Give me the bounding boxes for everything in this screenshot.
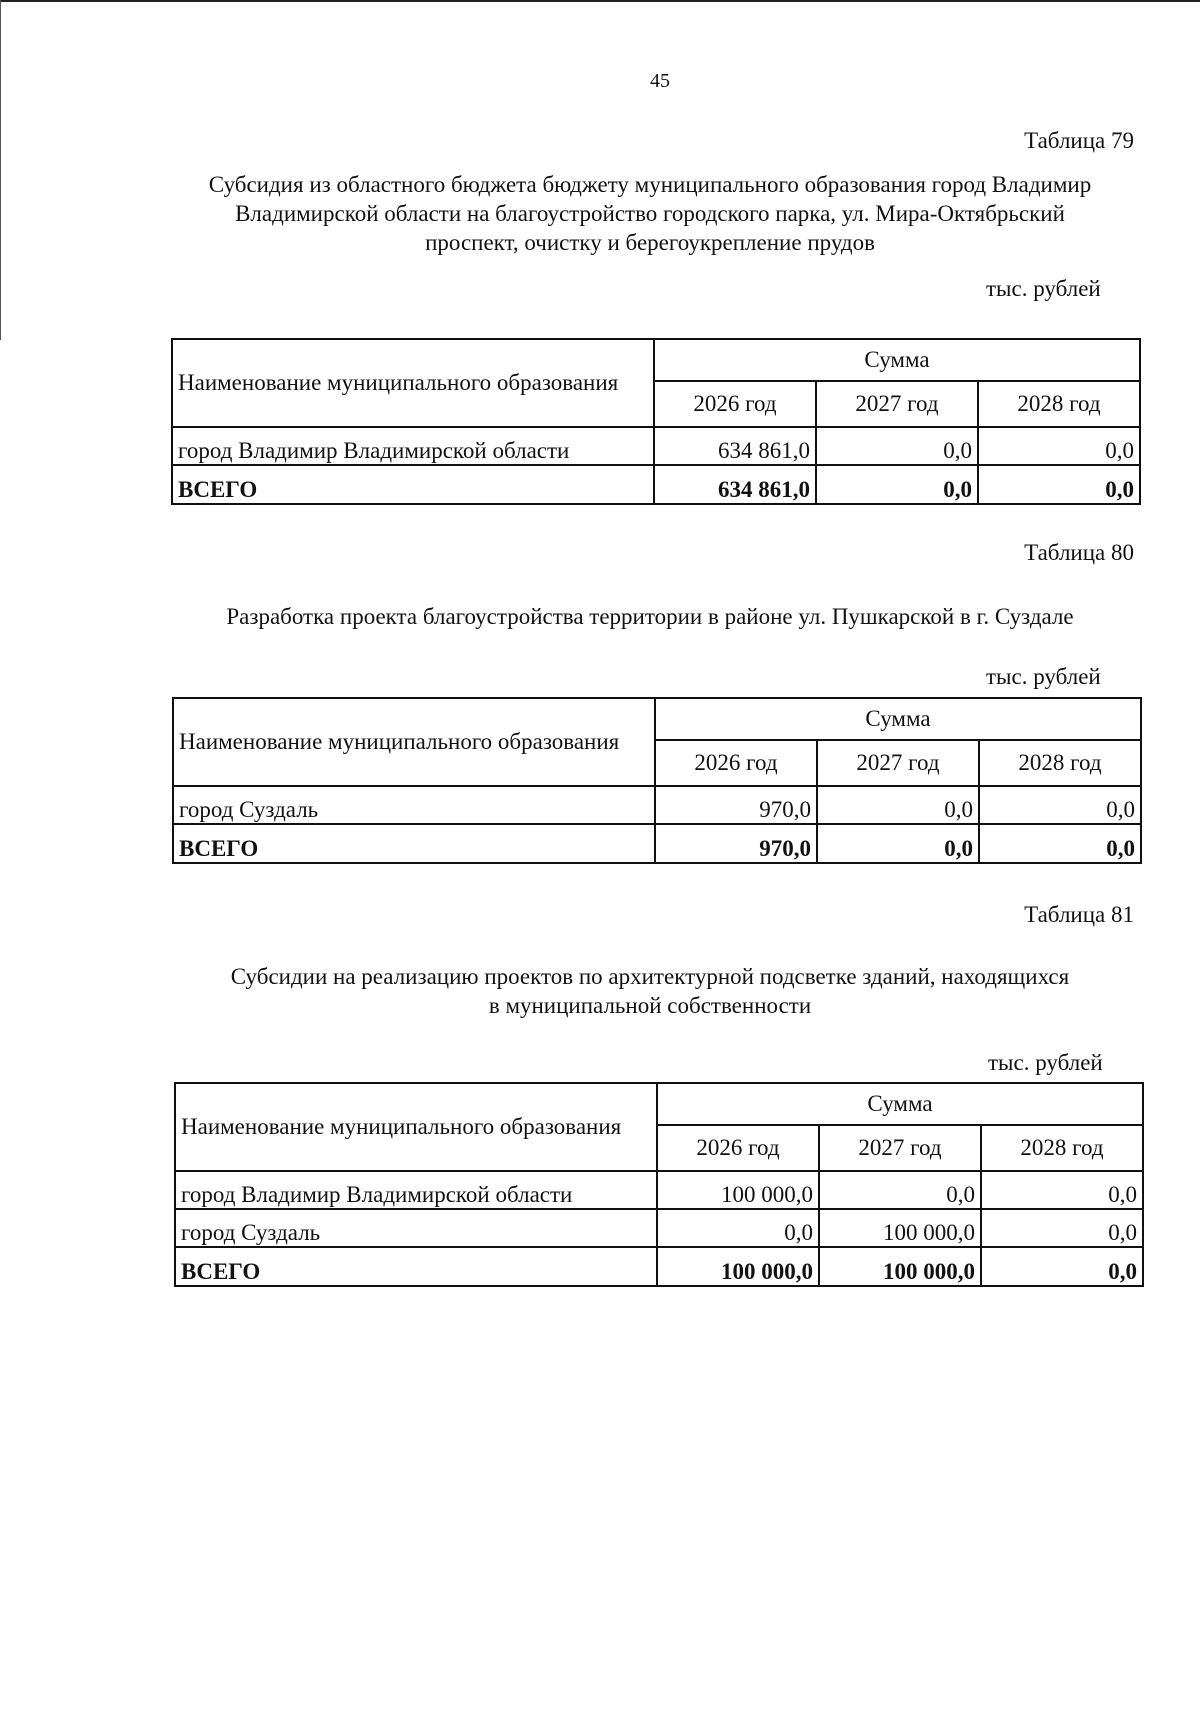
total-row (173, 824, 1141, 863)
table-row (173, 786, 1141, 824)
units-label: тыс. рублей (986, 664, 1101, 689)
table-row (175, 1171, 1143, 1209)
title-line: проспект, очистку и берегоукрепление прудов (425, 230, 875, 255)
table-title-81 (150, 962, 1150, 1020)
total-value: 0,0 (979, 824, 1141, 863)
table-label-80: Таблица 80 (1024, 540, 1134, 565)
units-label: тыс. рублей (988, 1050, 1103, 1075)
row-value: 0,0 (981, 1209, 1143, 1247)
header-year: 2028 год (978, 381, 1140, 427)
total-value: 0,0 (981, 1247, 1143, 1286)
header-name: Наименование муниципального образования (172, 339, 654, 427)
title-line: Владимирской области на благоустройство городского парка, ул. Мира-Октябрьский (235, 201, 1065, 226)
row-value: 100 000,0 (819, 1209, 981, 1247)
total-value: 0,0 (816, 465, 978, 504)
row-value: 970,0 (655, 786, 817, 824)
total-value: 100 000,0 (819, 1247, 981, 1286)
header-year: 2028 год (981, 1125, 1143, 1171)
budget-table-80 (172, 697, 1142, 864)
total-row (172, 465, 1140, 504)
page-number: 45 (650, 70, 670, 92)
row-value: 634 861,0 (654, 427, 816, 465)
total-label: ВСЕГО (172, 465, 654, 504)
row-value: 0,0 (981, 1171, 1143, 1209)
total-value: 0,0 (817, 824, 979, 863)
table-row (172, 427, 1140, 465)
row-value: 0,0 (657, 1209, 819, 1247)
table-label-79: Таблица 79 (1024, 128, 1134, 153)
total-value: 970,0 (655, 824, 817, 863)
top-border-line (0, 0, 1200, 2)
total-row (175, 1247, 1143, 1286)
row-value: 0,0 (817, 786, 979, 824)
header-year: 2026 год (655, 740, 817, 786)
left-border-line (0, 0, 1, 340)
title-line: в муниципальной собственности (488, 993, 812, 1018)
row-value: 0,0 (816, 427, 978, 465)
row-value: 0,0 (978, 427, 1140, 465)
header-name: Наименование муниципального образования (175, 1083, 657, 1171)
total-label: ВСЕГО (173, 824, 655, 863)
units-label: тыс. рублей (986, 276, 1101, 301)
table-title-79 (150, 170, 1150, 257)
total-value: 0,0 (978, 465, 1140, 504)
row-name: город Владимир Владимирской области (172, 427, 654, 465)
header-sum: Сумма (655, 698, 1141, 740)
budget-table-81 (174, 1082, 1144, 1287)
header-year: 2027 год (816, 381, 978, 427)
row-name: город Суздаль (175, 1209, 657, 1247)
row-name: город Суздаль (173, 786, 655, 824)
total-value: 634 861,0 (654, 465, 816, 504)
title-line: Субсидии на реализацию проектов по архитектурной подсветке зданий, находящихся (230, 964, 1070, 989)
title-line: Субсидия из областного бюджета бюджету муниципального образования город Владимир (208, 172, 1092, 197)
row-value: 0,0 (979, 786, 1141, 824)
budget-table-79 (171, 338, 1141, 505)
header-year: 2026 год (654, 381, 816, 427)
row-value: 0,0 (819, 1171, 981, 1209)
row-value: 100 000,0 (657, 1171, 819, 1209)
header-year: 2026 год (657, 1125, 819, 1171)
header-sum: Сумма (654, 339, 1140, 381)
table-row (175, 1209, 1143, 1247)
header-year: 2027 год (817, 740, 979, 786)
header-name: Наименование муниципального образования (173, 698, 655, 786)
table-label-81: Таблица 81 (1024, 902, 1134, 927)
total-value: 100 000,0 (657, 1247, 819, 1286)
row-name: город Владимир Владимирской области (175, 1171, 657, 1209)
header-year: 2027 год (819, 1125, 981, 1171)
total-label: ВСЕГО (175, 1247, 657, 1286)
title-line: Разработка проекта благоустройства территории в районе ул. Пушкарской в г. Суздале (226, 604, 1074, 629)
header-sum: Сумма (657, 1083, 1143, 1125)
table-title-80 (150, 602, 1150, 631)
header-year: 2028 год (979, 740, 1141, 786)
